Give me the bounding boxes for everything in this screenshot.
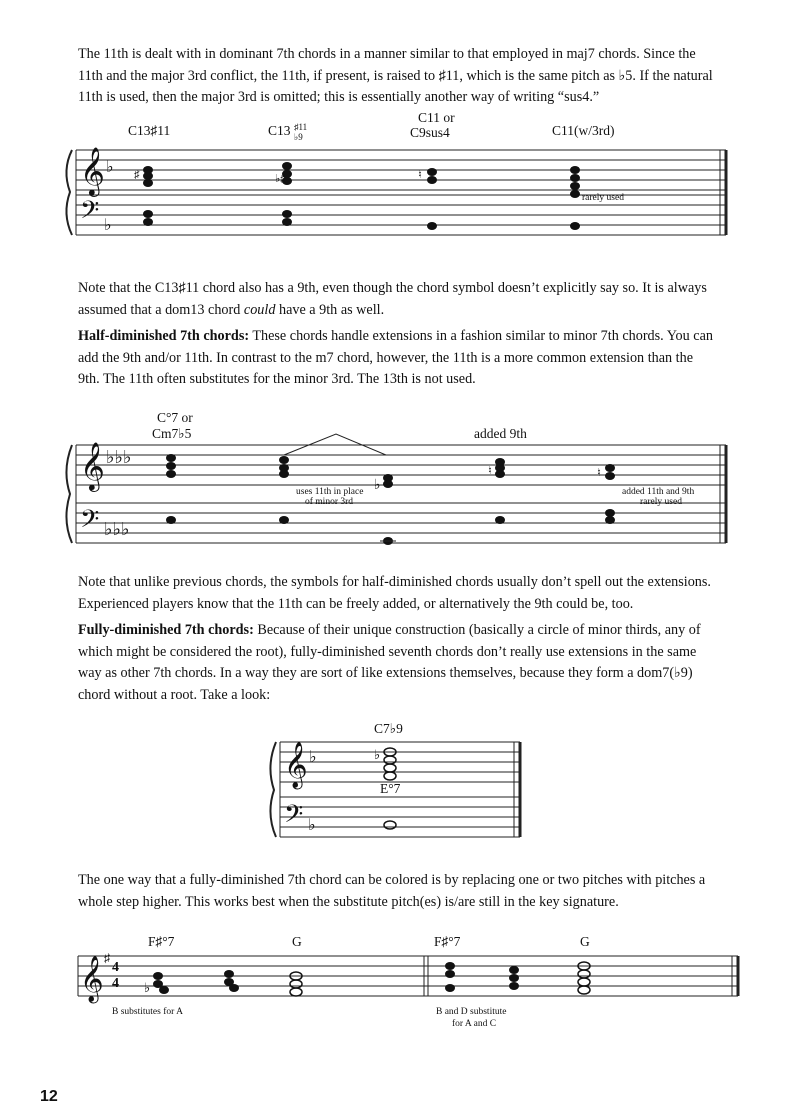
svg-text:♭: ♭ <box>144 980 151 995</box>
chord-noteheads <box>153 962 519 994</box>
treble-clef-icon: 𝄞 <box>80 444 105 490</box>
svg-text:♮: ♮ <box>418 169 422 181</box>
bass-clef-icon: 𝄢 <box>80 506 100 539</box>
chord-symbol: C11 or <box>418 110 455 125</box>
svg-text:♭: ♭ <box>374 747 381 762</box>
annotation: B and D substitute <box>436 1007 507 1017</box>
chord-symbol: C°7 or <box>157 410 193 425</box>
chord-symbol: C7♭9 <box>374 721 403 736</box>
annotation: B substitutes for A <box>112 1007 183 1017</box>
svg-text:♭: ♭ <box>374 478 381 493</box>
annotation: added 11th and 9th <box>622 487 695 497</box>
svg-text:♮: ♮ <box>597 467 601 479</box>
paragraph-half-dim-symbols: Note that unlike previous chords, the symbols for half-diminished chords usually don’t spell out the extensions. Experienced players know that the 11th can be freely added, or alternatively the 9th could be, too. <box>78 574 711 612</box>
treble-clef-icon: 𝄞 <box>80 956 104 1001</box>
flat-key-signature-icon: ♭♭♭ <box>104 519 130 539</box>
chord-symbol: G <box>292 934 302 949</box>
paragraph-half-diminished: Half-diminished 7th chords: These chords handle extensions in a fashion similar to minor 7th chords. You can add the 9th and/or 11th. In contrast to the m7 chord, however, the 11th is a more common extension than the 9th. The 11th often substitutes for the minor 3rd. The 13th is not used. <box>78 328 713 387</box>
treble-clef-icon: 𝄞 <box>284 742 308 787</box>
chord-symbol: F♯°7 <box>434 934 461 949</box>
chord-symbol: C11(w/3rd) <box>552 123 615 138</box>
chord-symbol: added 9th <box>474 426 527 441</box>
paragraph-fully-diminished: Fully-diminished 7th chords: Because of their unique construction (basically a circle of minor thirds, any of which might be considered the root), fully-diminished seventh chords don’t really use extensions in the same way as other 7th chords. In a way they are sort of like extensions themselves, because they form a dom7(♭9) chord without a root. Take a look: <box>78 622 701 703</box>
annotation: rarely used <box>582 193 624 203</box>
bass-clef-icon: 𝄢 <box>80 197 100 230</box>
paragraph-c13-note: Note that the C13♯11 chord also has a 9th, even though the chord symbol doesn’t explicitly say so. It is always assumed that a dom13 chord could have a 9th as well. <box>78 280 707 318</box>
annotation: for A and C <box>452 1019 497 1029</box>
chord-symbol: F♯°7 <box>148 934 175 949</box>
paragraph-coloring: The one way that a fully-diminished 7th chord can be colored is by replacing one or two pitches with pitches a whole step higher. This works best when the substitute pitch(es) is/are still in the key signature. <box>78 872 706 910</box>
paragraph-dominant-11th: The 11th is dealt with in dominant 7th chords in a manner similar to that employed in maj7 chords. Since the 11th and the major 3rd conflict, the 11th, if present, is raised to ♯11, which is the same pitch as ♭5. If the natural 11th is used, then the major 3rd is omitted; this is essentially another way of writing “sus4.” <box>78 46 713 105</box>
svg-text:♮: ♮ <box>488 465 492 477</box>
annotation: uses 11th in place <box>296 487 364 497</box>
chord-symbol: G <box>580 934 590 949</box>
flat-key-signature-icon: ♭ <box>308 817 316 834</box>
flat-key-signature-icon: ♭ <box>106 159 114 176</box>
chord-symbol: E°7 <box>380 781 401 796</box>
annotation: of minor 3rd <box>305 497 354 507</box>
chord-symbol: C13 <box>268 123 291 138</box>
svg-text:♭♯: ♭♯ <box>275 173 286 185</box>
page-number: 12 <box>40 1088 58 1105</box>
flat-key-signature-icon: ♭♭♭ <box>106 447 132 467</box>
sharp-key-signature-icon: ♯ <box>104 951 110 965</box>
time-signature-top: 4 <box>112 960 119 975</box>
chord-symbol-superscript: ♯11 <box>294 122 308 132</box>
annotation: rarely used <box>640 497 682 507</box>
flat-key-signature-icon: ♭ <box>309 749 317 766</box>
chord-symbol: C9sus4 <box>410 125 450 140</box>
chord-symbol: C13♯11 <box>128 123 171 138</box>
time-signature-bottom: 4 <box>112 976 119 991</box>
chord-symbol: Cm7♭5 <box>152 426 192 441</box>
bass-clef-icon: 𝄢 <box>284 801 304 834</box>
svg-text:♯: ♯ <box>134 169 140 181</box>
treble-clef-icon: 𝄞 <box>80 149 105 195</box>
chord-symbol-subscript: ♭9 <box>294 132 303 142</box>
flat-key-signature-icon: ♭ <box>104 217 112 234</box>
